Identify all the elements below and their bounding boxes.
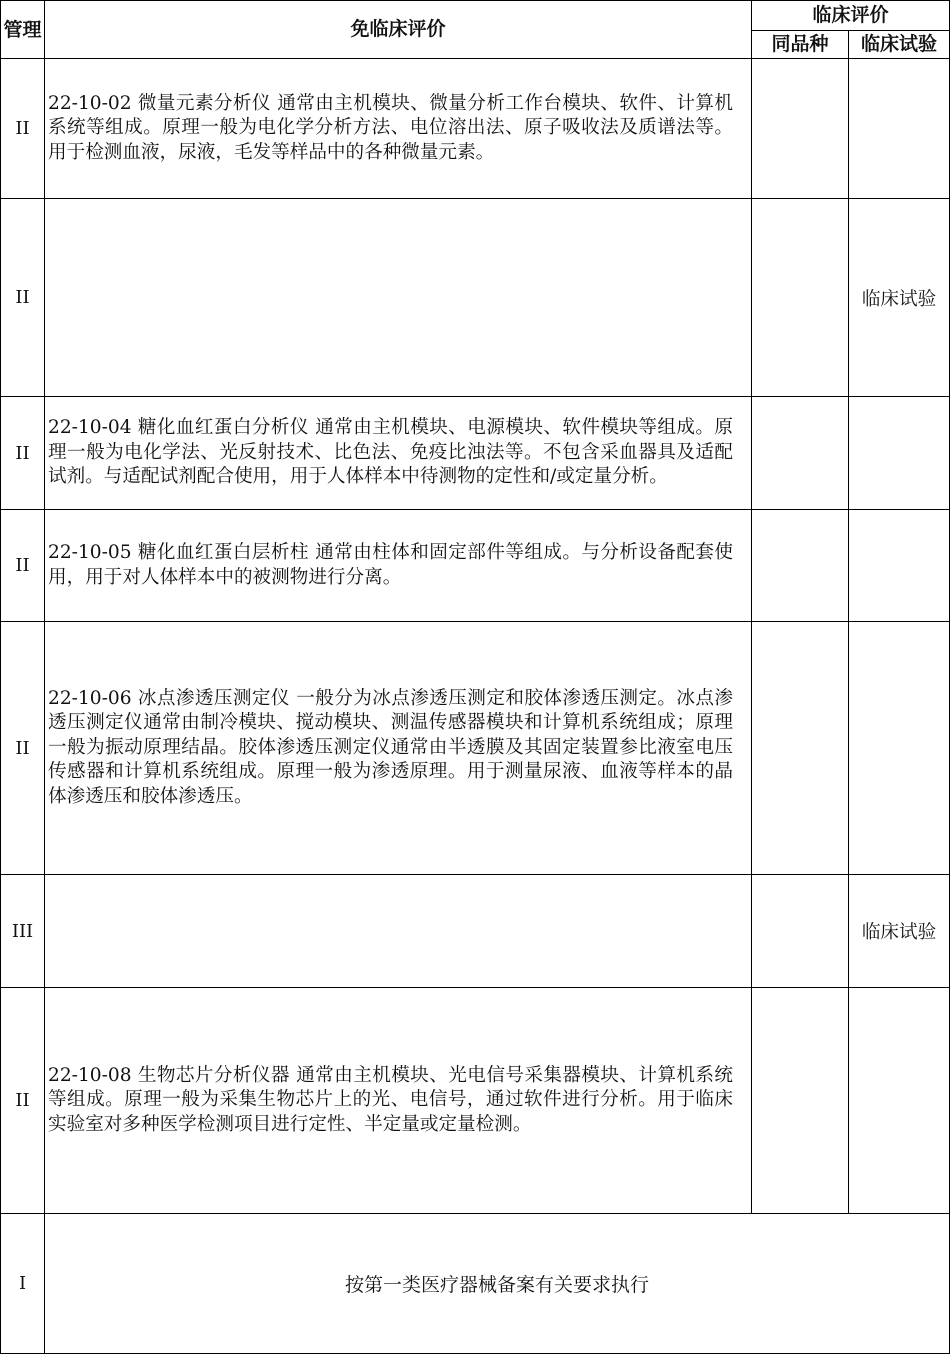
- table-row: [1, 397, 950, 510]
- product-description: 22-10-08 生物芯片分析仪器 通常由主机模块、光电信号采集器模块、计算机系统等组成。原理一般为采集生物芯片上的光、电信号，通过软件进行分析。用于临床实验室对多种医学检测项目进行定性、半定量或定量检测。: [45, 988, 752, 1214]
- management-class: II: [1, 397, 45, 510]
- product-description: 22-10-04 糖化血红蛋白分析仪 通常由主机模块、电源模块、软件模块等组成。原理一般为电化学法、光反射技术、比色法、免疫比浊法等。不包含采血器具及适配试剂。与适配试剂配合使用，用于人体样本中待测物的定性和/或定量分析。: [45, 397, 752, 510]
- product-description: [45, 875, 752, 988]
- management-class: III: [1, 875, 45, 988]
- clinical-trial-cell: [849, 510, 950, 622]
- clinical-trial-cell: [849, 397, 950, 510]
- same-variety-cell: [752, 59, 849, 199]
- management-class: II: [1, 510, 45, 622]
- table-row: [1, 988, 950, 1214]
- management-class: II: [1, 199, 45, 397]
- clinical-trial-cell: [849, 988, 950, 1214]
- table-row: [1, 875, 950, 988]
- product-description: 22-10-02 微量元素分析仪 通常由主机模块、微量分析工作台模块、软件、计算机系统等组成。原理一般为电化学分析方法、电位溶出法、原子吸收法及质谱法等。用于检测血液，尿液，毛发等样品中的各种微量元素。: [45, 59, 752, 199]
- clinical-trial-cell: 临床试验: [849, 875, 950, 988]
- table-row: [1, 199, 950, 397]
- first-class-filing-note: 按第一类医疗器械备案有关要求执行: [45, 1214, 950, 1354]
- same-variety-cell: [752, 510, 849, 622]
- product-description: 22-10-05 糖化血红蛋白层析柱 通常由柱体和固定部件等组成。与分析设备配套使用，用于对人体样本中的被测物进行分离。: [45, 510, 752, 622]
- header-same-variety: 同品种: [752, 31, 849, 59]
- management-class: II: [1, 988, 45, 1214]
- header-management: 管理: [1, 1, 45, 59]
- management-class: I: [1, 1214, 45, 1354]
- same-variety-cell: [752, 875, 849, 988]
- product-description: 22-10-06 冰点渗透压测定仪 一般分为冰点渗透压测定和胶体渗透压测定。冰点渗透压测定仪通常由制冷模块、搅动模块、测温传感器模块和计算机系统组成；原理一般为振动原理结晶。胶体渗透压测定仪通常由半透膜及其固定装置参比液室电压传感器和计算机系统组成。原理一般为渗透原理。用于测量尿液、血液等样本的晶体渗透压和胶体渗透压。: [45, 622, 752, 875]
- product-description: [45, 199, 752, 397]
- table-row: [1, 1214, 950, 1354]
- header-clinical-evaluation: 临床评价: [752, 1, 950, 31]
- management-class: II: [1, 59, 45, 199]
- same-variety-cell: [752, 397, 849, 510]
- header-exempt-clinical: 免临床评价: [45, 1, 752, 59]
- same-variety-cell: [752, 988, 849, 1214]
- table-row: [1, 59, 950, 199]
- management-class: II: [1, 622, 45, 875]
- clinical-trial-cell: 临床试验: [849, 199, 950, 397]
- clinical-trial-cell: [849, 59, 950, 199]
- clinical-trial-cell: [849, 622, 950, 875]
- same-variety-cell: [752, 622, 849, 875]
- table-row: [1, 510, 950, 622]
- same-variety-cell: [752, 199, 849, 397]
- header-clinical-trial: 临床试验: [849, 31, 950, 59]
- table-row: [1, 622, 950, 875]
